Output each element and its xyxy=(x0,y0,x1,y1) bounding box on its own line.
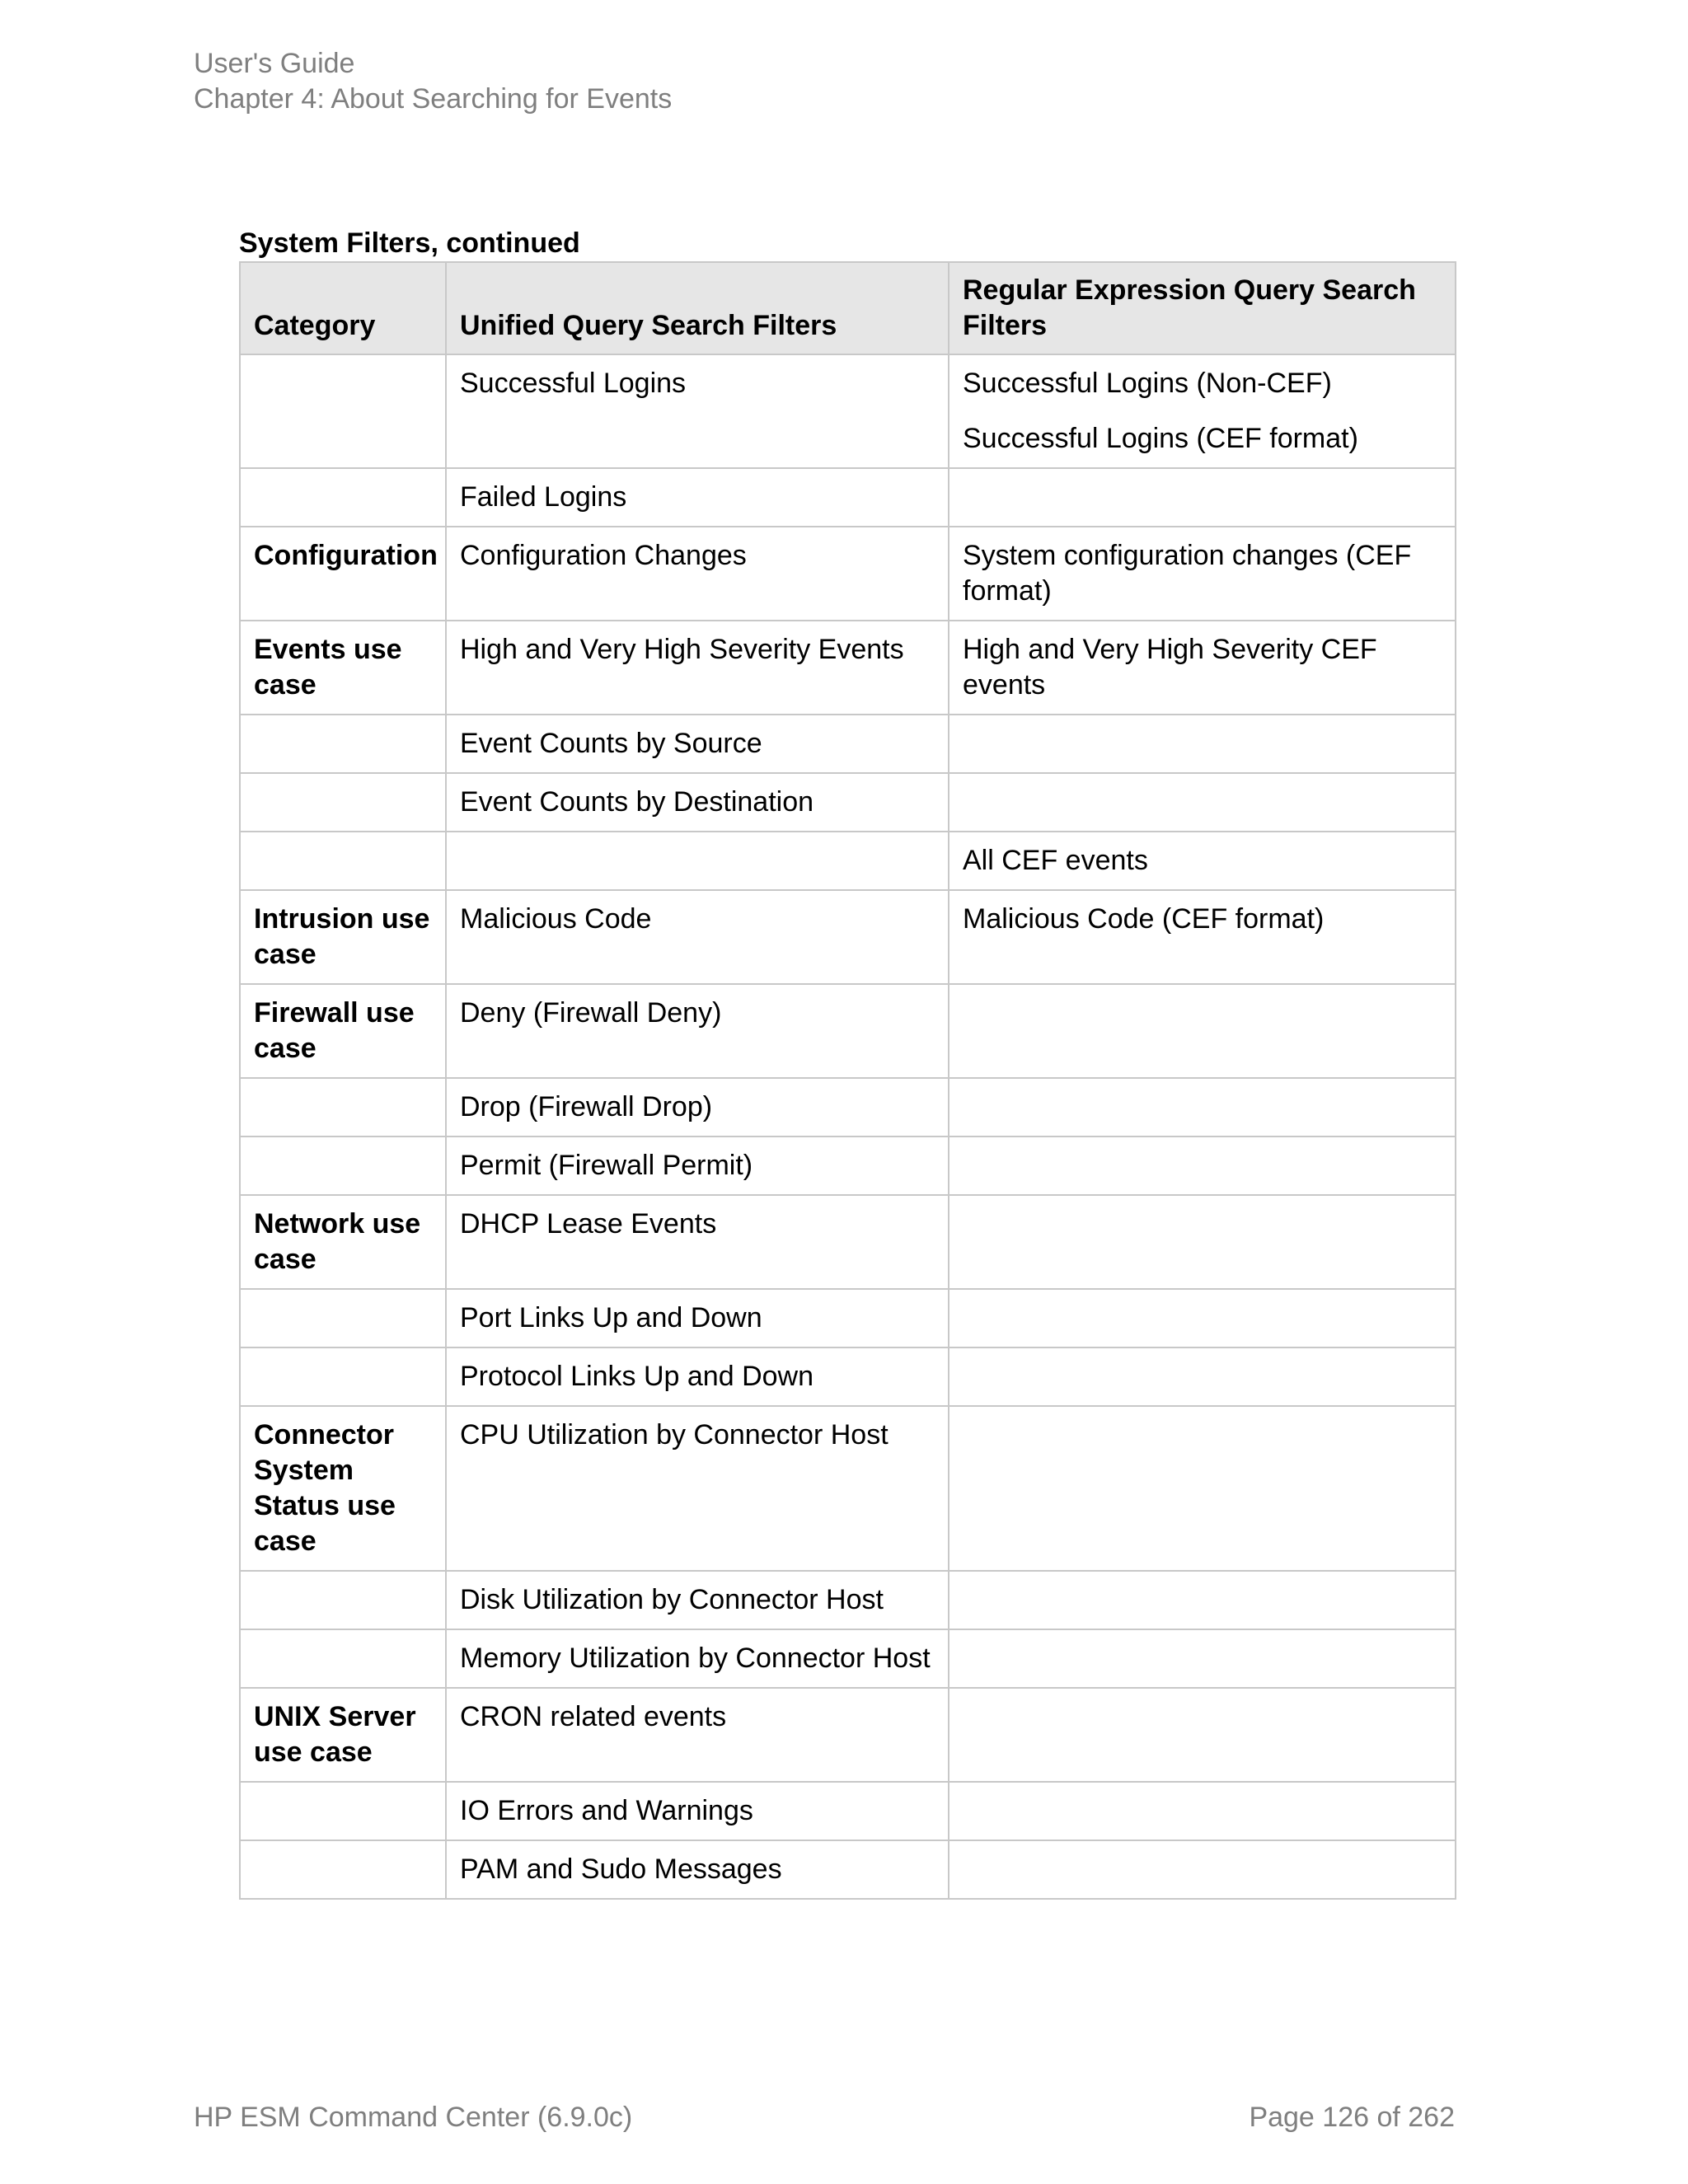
unified-filter-name: Deny (Firewall Deny) xyxy=(460,997,722,1029)
regex-filter-cell xyxy=(949,527,1456,621)
regex-filter-cell xyxy=(949,1078,1456,1137)
regex-filter-cell xyxy=(949,984,1456,1078)
category-cell xyxy=(240,832,446,890)
table-row xyxy=(240,984,1456,1078)
unified-filter-cell xyxy=(446,1347,949,1406)
unified-filter-name: Drop (Firewall Drop) xyxy=(460,1091,713,1122)
unified-filter-name: Permit (Firewall Permit) xyxy=(460,1150,753,1181)
regex-filter-name: Malicious Code (CEF format) xyxy=(963,903,1325,935)
table-row xyxy=(240,621,1456,715)
unified-filter-name: Failed Logins xyxy=(460,481,627,513)
unified-filter-name: Disk Utilization by Connector Host xyxy=(460,1584,884,1615)
category-cell: Connector System Status use case xyxy=(240,1406,446,1571)
category-cell xyxy=(240,715,446,773)
unified-filter-name: Malicious Code xyxy=(460,903,652,935)
unified-filter-name: Event Counts by Source xyxy=(460,728,762,759)
unified-filter-cell xyxy=(446,1571,949,1629)
unified-filter-cell xyxy=(446,1840,949,1899)
unified-filter-cell xyxy=(446,832,949,890)
table-row xyxy=(240,1078,1456,1137)
unified-filter-cell xyxy=(446,1289,949,1347)
table-row xyxy=(240,354,1456,468)
unified-filter-cell xyxy=(446,1078,949,1137)
unified-filter-name: CRON related events xyxy=(460,1701,727,1732)
unified-filter-cell xyxy=(446,773,949,832)
unified-filter-cell xyxy=(446,984,949,1078)
regex-filter-name: High and Very High Severity CEF events xyxy=(963,634,1377,701)
unified-filter-cell xyxy=(446,715,949,773)
unified-filter-name: Port Links Up and Down xyxy=(460,1302,762,1333)
table-row xyxy=(240,1195,1456,1289)
regex-filter-cell xyxy=(949,832,1456,890)
table-row xyxy=(240,1840,1456,1899)
table-header-row xyxy=(240,262,1456,354)
regex-filter-cell xyxy=(949,1688,1456,1782)
category-cell: Network use case xyxy=(240,1195,446,1289)
table-row xyxy=(240,1571,1456,1629)
table-row xyxy=(240,1629,1456,1688)
regex-filter-name: System configuration changes (CEF format) xyxy=(963,540,1412,607)
regex-filter-cell xyxy=(949,1782,1456,1840)
category-cell: UNIX Server use case xyxy=(240,1688,446,1782)
category-cell: Intrusion use case xyxy=(240,890,446,984)
category-cell: Events use case xyxy=(240,621,446,715)
column-header-category: Category xyxy=(240,262,446,354)
regex-filter-name: Successful Logins (CEF format) xyxy=(963,423,1358,454)
column-header-regex-filters: Regular Expression Query Search Filters xyxy=(949,262,1456,354)
unified-filter-name: PAM and Sudo Messages xyxy=(460,1854,782,1885)
category-cell xyxy=(240,1347,446,1406)
running-header xyxy=(194,46,672,117)
unified-filter-cell xyxy=(446,1406,949,1571)
table-row xyxy=(240,1782,1456,1840)
table-row xyxy=(240,468,1456,527)
regex-filter-cell xyxy=(949,468,1456,527)
table-caption: System Filters, continued xyxy=(239,227,580,259)
table-row xyxy=(240,715,1456,773)
unified-filter-cell xyxy=(446,1629,949,1688)
unified-filter-name: Memory Utilization by Connector Host xyxy=(460,1643,931,1674)
regex-filter-cell xyxy=(949,354,1456,468)
unified-filter-name: High and Very High Severity Events xyxy=(460,634,904,665)
unified-filter-cell xyxy=(446,468,949,527)
regex-filter-cell xyxy=(949,1840,1456,1899)
category-cell: Firewall use case xyxy=(240,984,446,1078)
unified-filter-name: CPU Utilization by Connector Host xyxy=(460,1419,889,1451)
category-cell xyxy=(240,1840,446,1899)
table-row xyxy=(240,1406,1456,1571)
unified-filter-cell xyxy=(446,890,949,984)
regex-filter-cell xyxy=(949,773,1456,832)
regex-filter-cell xyxy=(949,1406,1456,1571)
regex-filter-name: Successful Logins (Non-CEF) xyxy=(963,368,1332,399)
unified-filter-name: DHCP Lease Events xyxy=(460,1208,717,1240)
unified-filter-name: Event Counts by Destination xyxy=(460,786,814,818)
table-row xyxy=(240,1289,1456,1347)
regex-filter-name: All CEF events xyxy=(963,845,1148,876)
chapter-title: Chapter 4: About Searching for Events xyxy=(194,83,673,115)
footer-product: HP ESM Command Center (6.9.0c) xyxy=(194,2102,633,2133)
category-cell xyxy=(240,773,446,832)
unified-filter-cell xyxy=(446,527,949,621)
table-row xyxy=(240,773,1456,832)
unified-filter-name: Successful Logins xyxy=(460,368,687,399)
footer-page-number: Page 126 of 262 xyxy=(1249,2102,1455,2133)
table-row xyxy=(240,1347,1456,1406)
unified-filter-cell xyxy=(446,1195,949,1289)
category-cell: Configuration xyxy=(240,527,446,621)
regex-filter-cell xyxy=(949,890,1456,984)
table-row xyxy=(240,1137,1456,1195)
regex-filter-cell xyxy=(949,1347,1456,1406)
system-filters-table xyxy=(239,261,1456,1900)
regex-filter-cell xyxy=(949,1629,1456,1688)
table-row xyxy=(240,832,1456,890)
category-cell xyxy=(240,468,446,527)
unified-filter-cell xyxy=(446,354,949,468)
unified-filter-cell xyxy=(446,1137,949,1195)
category-cell xyxy=(240,1137,446,1195)
category-cell xyxy=(240,354,446,468)
table-row xyxy=(240,890,1456,984)
category-cell xyxy=(240,1629,446,1688)
unified-filter-cell xyxy=(446,1782,949,1840)
regex-filter-cell xyxy=(949,1571,1456,1629)
column-header-unified-filters: Unified Query Search Filters xyxy=(446,262,949,354)
guide-title: User's Guide xyxy=(194,48,355,79)
table-body xyxy=(240,354,1456,1899)
category-cell xyxy=(240,1782,446,1840)
unified-filter-name: Configuration Changes xyxy=(460,540,747,571)
unified-filter-cell xyxy=(446,621,949,715)
table-row xyxy=(240,1688,1456,1782)
regex-filter-cell xyxy=(949,621,1456,715)
regex-filter-cell xyxy=(949,1137,1456,1195)
category-cell xyxy=(240,1571,446,1629)
unified-filter-cell xyxy=(446,1688,949,1782)
regex-filter-cell xyxy=(949,715,1456,773)
category-cell xyxy=(240,1289,446,1347)
table-row xyxy=(240,527,1456,621)
unified-filter-name: Protocol Links Up and Down xyxy=(460,1361,814,1392)
regex-filter-cell xyxy=(949,1289,1456,1347)
category-cell xyxy=(240,1078,446,1137)
unified-filter-name: IO Errors and Warnings xyxy=(460,1795,753,1826)
regex-filter-cell xyxy=(949,1195,1456,1289)
